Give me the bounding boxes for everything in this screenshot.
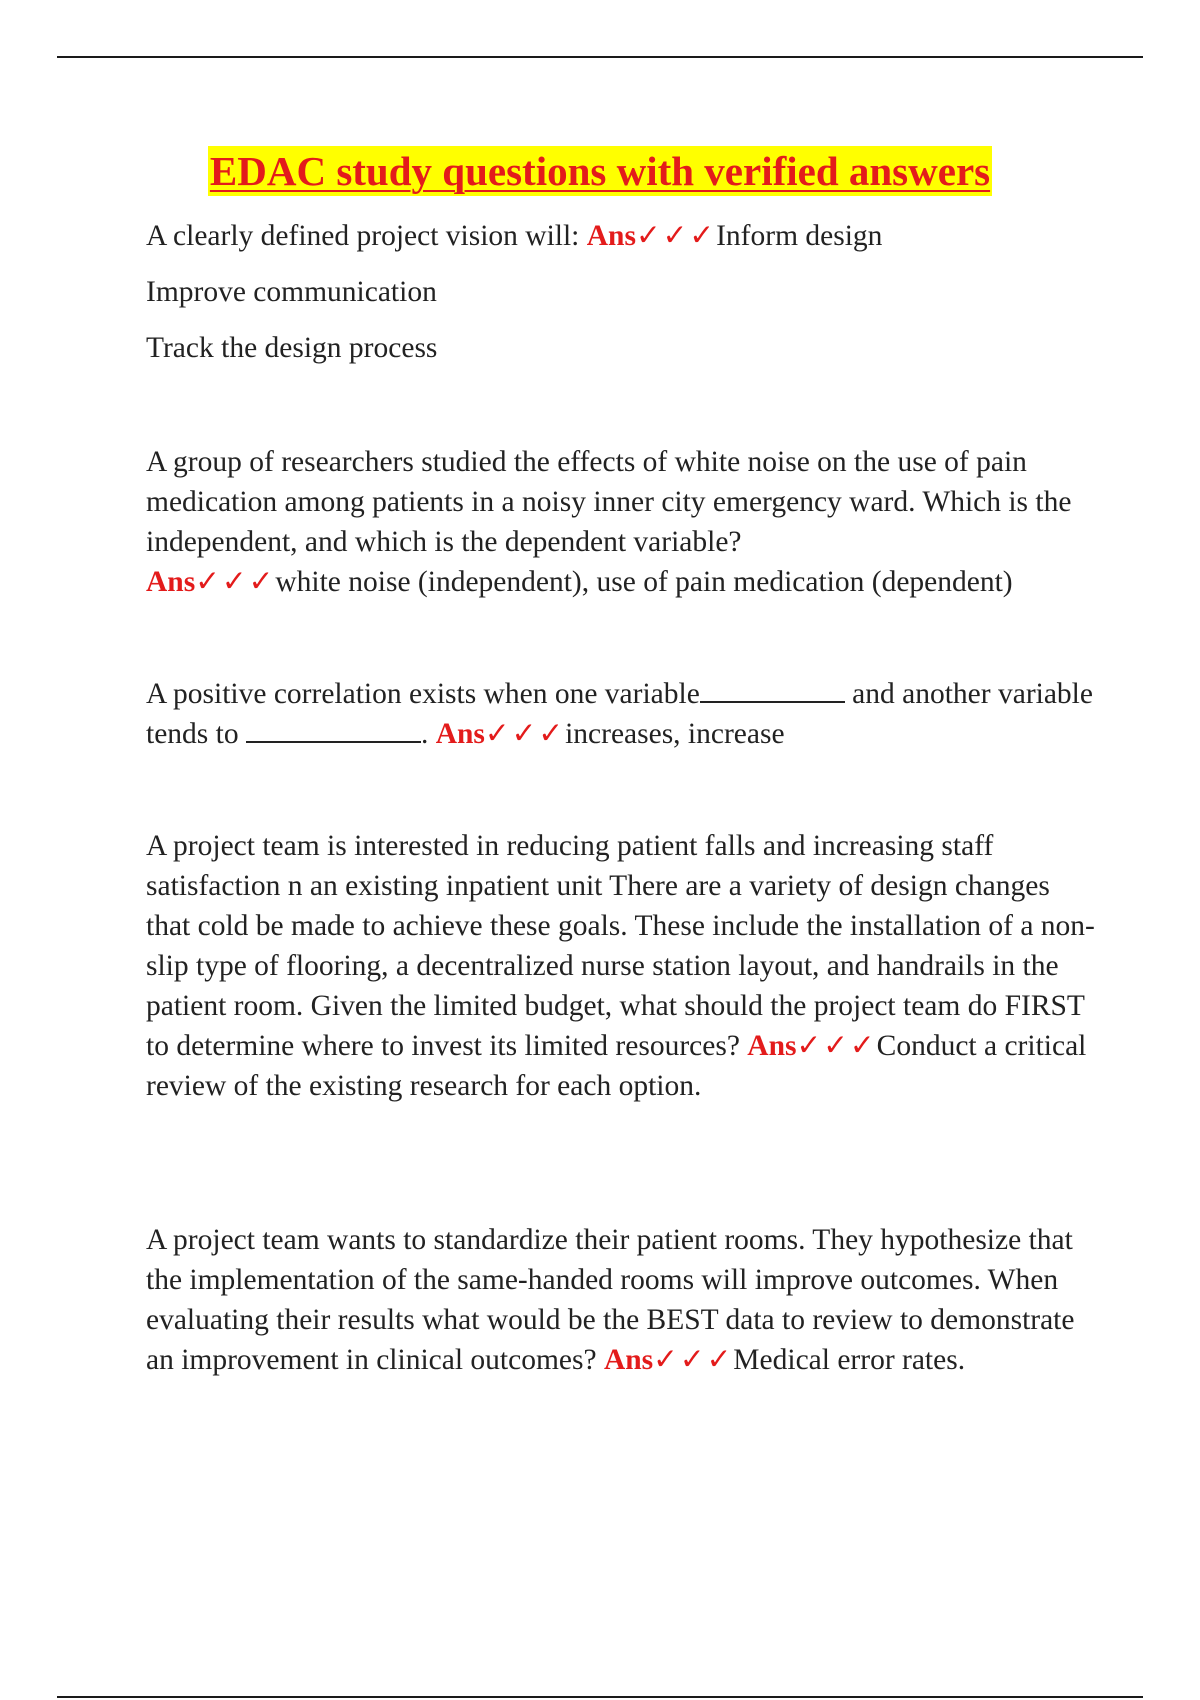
blank-line bbox=[246, 715, 421, 743]
blank-line bbox=[700, 675, 845, 703]
question-3-text-part1: A positive correlation exists when one variable bbox=[146, 678, 700, 710]
checkmark-icon: ✓✓✓ bbox=[484, 718, 566, 750]
checkmark-icon: ✓✓✓ bbox=[653, 1344, 734, 1376]
answer-label: Ans bbox=[146, 566, 196, 598]
question-1-answer: Inform design bbox=[716, 220, 883, 252]
question-1-text: A clearly defined project vision will: bbox=[146, 220, 587, 252]
question-3-answer: increases, increase bbox=[565, 718, 785, 750]
question-5 bbox=[146, 1220, 1096, 1380]
question-1-extra-2: Track the design process bbox=[146, 332, 438, 364]
answer-label: Ans bbox=[435, 718, 485, 750]
question-2-text: A group of researchers studied the effects of white noise on the use of pain medication among patients in a noisy inner city emergency ward. Which is the independent, and which is the dependent variable? bbox=[146, 446, 1072, 558]
question-1 bbox=[146, 216, 882, 256]
question-4-text: A project team is interested in reducing patient falls and increasing staff satisfaction n an existing inpatient unit There are a variety of design changes that cold be made to achieve these goals. These include the installation of a non-slip type of flooring, a decentralized nurse station layout, and handrails in the patient room. Given the limited budget, what should the project team do FIRST to determine where to invest its limited resources? bbox=[146, 830, 1095, 1062]
footer-rule bbox=[57, 1696, 1143, 1698]
document-title: EDAC study questions with verified answers bbox=[209, 148, 991, 194]
question-2 bbox=[146, 442, 1096, 602]
question-3-text-part3: . bbox=[420, 718, 436, 750]
title-container bbox=[0, 146, 1200, 196]
question-1-extra-1: Improve communication bbox=[146, 276, 437, 308]
question-5-answer: Medical error rates. bbox=[733, 1344, 966, 1376]
question-2-answer: white noise (independent), use of pain medication (dependent) bbox=[275, 566, 1013, 598]
checkmark-icon: ✓✓✓ bbox=[635, 220, 717, 252]
question-4-answer: Conduct a critical review of the existing research for each option. bbox=[146, 1030, 1087, 1102]
header-rule bbox=[57, 56, 1143, 58]
question-4 bbox=[146, 826, 1096, 1106]
question-5-text: A project team wants to standardize their patient rooms. They hypothesize that the implementation of the same-handed rooms will improve outcomes. When evaluating their results what would be the BEST data to review to demonstrate an improvement in clinical outcomes? bbox=[146, 1224, 1075, 1376]
question-3-text-part2: and another variable tends to bbox=[146, 678, 1093, 750]
checkmark-icon: ✓✓✓ bbox=[195, 566, 276, 598]
checkmark-icon: ✓✓✓ bbox=[796, 1030, 877, 1062]
answer-label: Ans bbox=[603, 1344, 654, 1376]
answer-label: Ans bbox=[747, 1030, 797, 1062]
question-3 bbox=[146, 674, 1096, 754]
answer-label: Ans bbox=[586, 220, 636, 252]
